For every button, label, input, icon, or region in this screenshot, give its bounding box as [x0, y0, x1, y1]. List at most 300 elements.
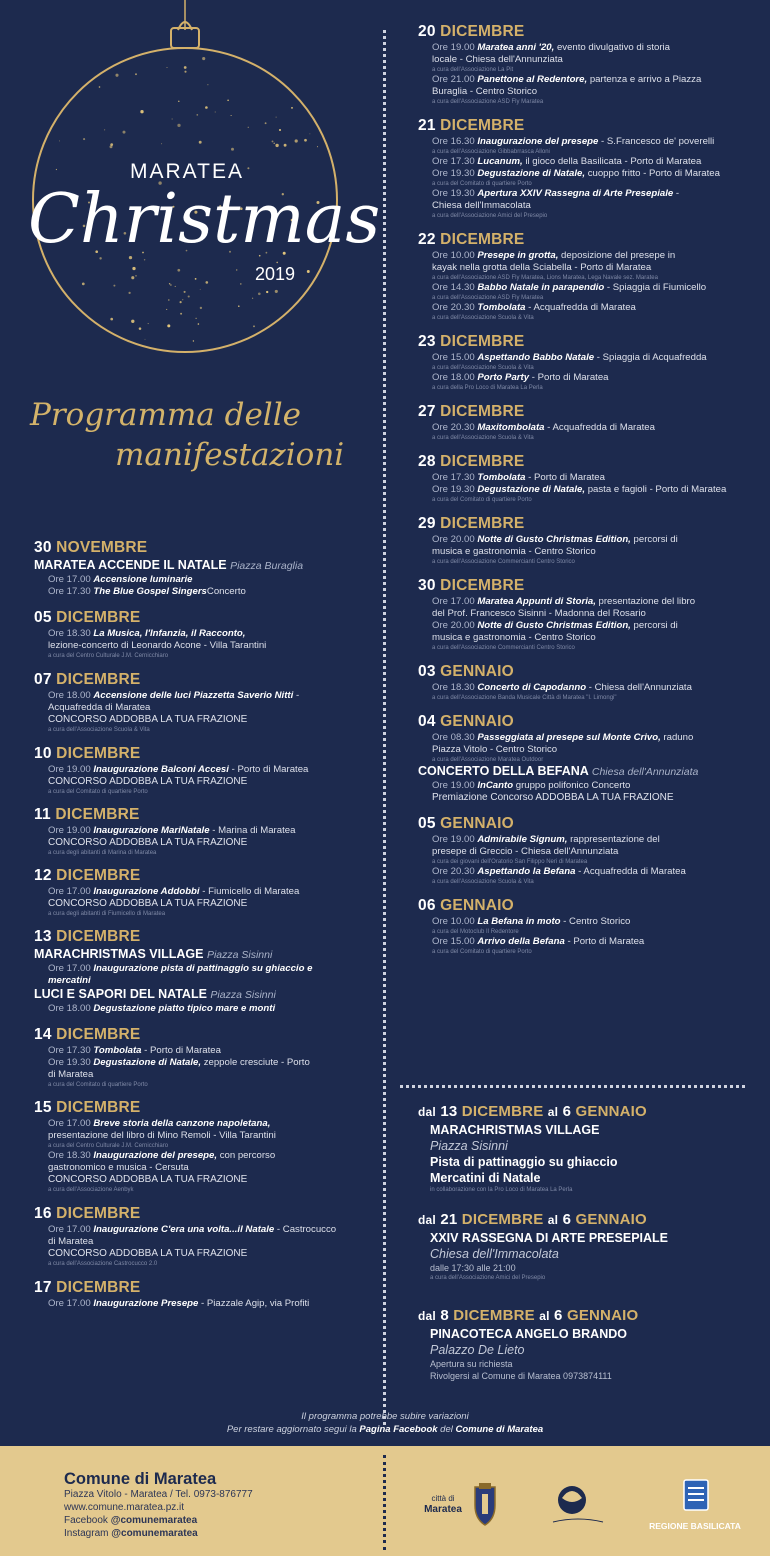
range-line: Palazzo De Lieto: [430, 1343, 525, 1357]
star-dot: [207, 84, 208, 85]
event-title: Accensione luminarie: [93, 574, 193, 585]
facebook-label: Facebook: [64, 1515, 108, 1526]
date-month: DICEMBRE: [56, 867, 141, 884]
star-dot: [170, 284, 172, 286]
event-line: [418, 74, 743, 86]
organizer-note: a cura dell'Associazione ASD Fly Maratea: [432, 99, 544, 105]
date-month: DICEMBRE: [56, 928, 141, 945]
horizontal-divider: [400, 1085, 745, 1088]
program-title-line2: manifestazioni: [115, 437, 345, 473]
date-day: 21: [418, 117, 436, 134]
event-line: [418, 42, 743, 54]
star-dot: [205, 106, 208, 109]
event-title: Presepe in grotta,: [477, 250, 559, 261]
star-dot: [182, 299, 183, 300]
footer-name: Comune di Maratea: [64, 1470, 217, 1488]
event-line: [418, 608, 743, 620]
event-time: Ore 21.00: [432, 74, 475, 85]
event-day-block: [34, 805, 374, 857]
star-dot: [304, 139, 307, 142]
star-dot: [227, 100, 229, 102]
organizer-note: a cura dell'Associazione Commercianti Centro Storico: [432, 645, 575, 651]
event-detail: percorsi di: [630, 534, 678, 545]
organizer-note: a cura dell'Associazione Amici del Presepio: [432, 213, 548, 219]
date-day: 14: [34, 1026, 52, 1043]
facebook-handle[interactable]: @comunemaratea: [110, 1515, 198, 1526]
footer-facebook[interactable]: [64, 1514, 253, 1527]
event-title: Inaugurazione del presepe: [477, 136, 599, 147]
event-time: Ore 17.30: [432, 156, 475, 167]
event-line: [34, 975, 374, 987]
event-title: Inaugurazione C'era una volta...il Natale: [93, 1224, 275, 1235]
event-detail: presepe di Greccio - Chiesa dell'Annunziata: [432, 846, 619, 857]
event-title: Admirabile Signum,: [477, 834, 568, 845]
event-line: [34, 640, 374, 652]
event-line: [418, 422, 743, 434]
date-day: 28: [418, 453, 436, 470]
event-title: Tombolata: [477, 302, 526, 313]
event-line: [418, 250, 743, 262]
event-line: [34, 825, 374, 837]
event-line: [34, 702, 374, 714]
star-dot: [82, 283, 85, 286]
star-dot: [307, 270, 310, 273]
event-title: Apertura XXIV Rassegna di Arte Presepiale: [477, 188, 674, 199]
event-title: Passeggiata al presepe sul Monte Crivo,: [477, 732, 661, 743]
event-line: [418, 834, 743, 846]
event-day-block: [34, 866, 374, 918]
star-dot: [131, 276, 134, 279]
organizer-note: a cura dell'Associazione Scuola & Vita: [432, 879, 534, 885]
star-dot: [265, 122, 267, 124]
organizer-note: a cura degli abitanti di Fiumicello di Maratea: [48, 911, 166, 917]
star-dot: [193, 340, 194, 341]
star-dot: [135, 73, 137, 75]
event-line: [418, 262, 743, 274]
event-detail: - Spiaggia di Acquafredda: [594, 352, 707, 363]
event-line: [418, 54, 743, 66]
range-to-day: 6: [562, 1103, 572, 1120]
contest-line: CONCORSO ADDOBBA LA TUA FRAZIONE: [48, 898, 248, 909]
highlight-event: [418, 764, 743, 780]
instagram-handle[interactable]: @comunemaratea: [111, 1528, 198, 1539]
event-time: Ore 17.00: [48, 1224, 91, 1235]
date-month: DICEMBRE: [440, 403, 525, 420]
event-day-block: [418, 814, 743, 886]
event-line: [34, 574, 374, 586]
star-dot: [199, 141, 202, 144]
event-line: [34, 963, 374, 975]
event-title: Inaugurazione Presepe: [93, 1298, 199, 1309]
star-dot: [273, 143, 274, 144]
range-from-word: dal: [418, 1309, 436, 1323]
highlight-title: LUCI E SAPORI DEL NATALE: [34, 987, 207, 1001]
event-day-block: [34, 927, 374, 1015]
schedule-left-column: [34, 538, 374, 1320]
date-day: 04: [418, 713, 436, 730]
event-date: [418, 22, 743, 42]
event-detail: musica e gastronomia - Centro Storico: [432, 546, 596, 557]
event-detail: kayak nella grotta della Sciabella - Porto di Maratea: [432, 262, 652, 273]
range-to-word: al: [547, 1213, 559, 1227]
contest-line: CONCORSO ADDOBBA LA TUA FRAZIONE: [48, 714, 248, 725]
event-title: Inaugurazione pista di pattinaggio su ghiaccio e: [93, 963, 313, 974]
range-to-month: GENNAIO: [575, 1103, 647, 1120]
date-month: DICEMBRE: [440, 577, 525, 594]
date-day: 05: [418, 815, 436, 832]
event-line: [34, 1003, 374, 1015]
event-title: La Befana in moto: [477, 916, 561, 927]
star-dot: [128, 292, 130, 294]
event-date: [418, 332, 743, 352]
organizer-note: a cura dell'Associazione Scuola & Vita: [432, 435, 534, 441]
event-time: Ore 18.30: [48, 1150, 91, 1161]
star-dot: [275, 144, 278, 147]
event-date: [34, 538, 374, 558]
event-detail: - S.Francesco de' poverelli: [598, 136, 715, 147]
event-line: [418, 732, 743, 744]
star-dot: [131, 320, 134, 323]
event-line: [34, 1298, 374, 1310]
footer-contacts: [64, 1488, 253, 1540]
date-month: DICEMBRE: [56, 745, 141, 762]
date-month: GENNAIO: [440, 897, 514, 914]
event-line: [418, 156, 743, 168]
event-line: [34, 1069, 374, 1081]
christmas-ornament: [0, 0, 380, 380]
event-time: Ore 20.30: [432, 302, 475, 313]
star-dot: [275, 290, 278, 293]
event-day-block: [418, 896, 743, 956]
event-line: [418, 744, 743, 756]
event-day-block: [34, 608, 374, 660]
star-dot: [148, 323, 149, 324]
range-to-month: GENNAIO: [566, 1307, 639, 1324]
date-month: DICEMBRE: [440, 117, 525, 134]
event-time: Ore 17.00: [48, 574, 91, 585]
event-date: [34, 670, 374, 690]
event-detail: - Chiesa dell'Annunziata: [586, 682, 692, 693]
event-line: [418, 596, 743, 608]
event-detail: presentazione del libro: [595, 596, 696, 607]
star-dot: [252, 298, 253, 299]
star-dot: [180, 313, 182, 315]
event-detail: - Centro Storico: [560, 916, 631, 927]
event-time: Ore 19.00: [48, 764, 91, 775]
footer-instagram[interactable]: [64, 1527, 253, 1540]
date-day: 12: [34, 867, 52, 884]
organizer-note: a cura del Centro Culturale J.M. Cernicchiaro: [48, 653, 169, 659]
organizer-note: a cura dell'Associazione Scuola & Vita: [432, 315, 534, 321]
event-title: Aspettando la Befana: [477, 866, 576, 877]
event-time: Ore 19.30: [48, 1057, 91, 1068]
star-dot: [198, 323, 200, 325]
event-day-block: [418, 116, 743, 220]
star-dot: [184, 71, 186, 73]
event-detail: Chiesa dell'Immacolata: [432, 200, 531, 211]
footer-address: Piazza Vitolo - Maratea / Tel. 0973-876777: [64, 1489, 253, 1500]
event-title: La Musica, l'Infanzia, il Racconto,: [93, 628, 246, 639]
date-month: DICEMBRE: [440, 231, 525, 248]
event-time: Ore 17.30: [48, 586, 91, 597]
event-date: [418, 402, 743, 422]
event-line: [418, 188, 743, 200]
organizer-note: a cura dell'Associazione Scuola & Vita: [432, 365, 534, 371]
notice-line1: Il programma potrebbe subire variazioni: [301, 1411, 469, 1422]
star-dot: [310, 134, 311, 135]
star-dot: [104, 129, 105, 130]
star-dot: [172, 119, 173, 120]
maratea-logo-icon: [548, 1478, 608, 1528]
event-title: Degustazione di Natale,: [477, 168, 586, 179]
star-dot: [236, 269, 237, 270]
event-line: [418, 136, 743, 148]
date-day: 22: [418, 231, 436, 248]
date-day: 11: [34, 806, 51, 823]
star-dot: [123, 131, 126, 134]
range-line: Mercatini di Natale: [430, 1171, 541, 1185]
event-line: [34, 1118, 374, 1130]
star-dot: [140, 110, 143, 113]
event-detail: - Acquafredda di Maratea: [525, 302, 636, 313]
event-detail: - Porto di Maratea: [228, 764, 309, 775]
footer-divider: [383, 1455, 386, 1550]
organizer-note: a cura degli abitanti di Marina di Maratea: [48, 850, 157, 856]
event-time: Ore 18.30: [432, 682, 475, 693]
logo-citta-di-maratea: [413, 1482, 503, 1532]
event-date: [34, 608, 374, 628]
date-day: 05: [34, 609, 52, 626]
organizer-note: a cura del Comitato di quartiere Porto: [432, 949, 532, 955]
event-time: Ore 19.30: [432, 484, 475, 495]
event-day-block: [418, 576, 743, 652]
star-dot: [145, 339, 146, 340]
event-title: Inaugurazione MariNatale: [93, 825, 210, 836]
event-time: Ore 20.30: [432, 866, 475, 877]
organizer-note: a cura del Comitato di quartiere Porto: [48, 789, 148, 795]
event-title: Inaugurazione Balconi Accesi: [93, 764, 229, 775]
schedule-right-list: [418, 22, 743, 956]
date-day: 16: [34, 1205, 52, 1222]
range-line: dalle 17:30 alle 21:00: [430, 1263, 516, 1273]
date-day: 13: [34, 928, 52, 945]
event-title: Tombolata: [93, 1045, 142, 1056]
star-dot: [276, 117, 277, 118]
event-detail: locale - Chiesa dell'Annunziata: [432, 54, 563, 65]
highlight-place: Piazza Sisinni: [210, 989, 276, 1001]
date-month: DICEMBRE: [56, 1279, 141, 1296]
event-detail: cuoppo fritto - Porto di Maratea: [585, 168, 720, 179]
event-day-block: [418, 662, 743, 702]
event-detail: - Spiaggia di Fiumicello: [604, 282, 707, 293]
event-line: [418, 620, 743, 632]
event-line: [34, 1162, 374, 1174]
star-dot: [178, 101, 179, 102]
event-time: Ore 17.00: [48, 1298, 91, 1309]
contest-line: CONCORSO ADDOBBA LA TUA FRAZIONE: [48, 837, 248, 848]
organizer-note: a cura dell'Associazione Scuola & Vita: [48, 727, 150, 733]
date-day: 06: [418, 897, 436, 914]
event-title: Inaugurazione del presepe,: [93, 1150, 218, 1161]
event-day-block: [418, 452, 743, 504]
range-from-month: DICEMBRE: [461, 1211, 544, 1228]
range-line: Pista di pattinaggio su ghiaccio: [430, 1155, 618, 1169]
range-from-word: dal: [418, 1105, 436, 1119]
date-month: DICEMBRE: [56, 609, 141, 626]
star-dot: [231, 115, 232, 116]
highlight-title: MARACHRISTMAS VILLAGE: [34, 947, 204, 961]
event-title: Degustazione di Natale,: [93, 1057, 202, 1068]
date-month: NOVEMBRE: [56, 539, 148, 556]
range-from-day: 8: [440, 1307, 449, 1324]
event-time: Ore 14.30: [432, 282, 475, 293]
schedule-right-column: [418, 22, 743, 1381]
event-line: [418, 200, 743, 212]
organizer-note: a cura dei giovani dell'Oratorio San Filippo Neri di Maratea: [432, 859, 588, 865]
event-line: [418, 846, 743, 858]
contest-line: Premiazione Concorso ADDOBBA LA TUA FRAZIONE: [432, 792, 674, 803]
event-time: Ore 15.00: [432, 936, 475, 947]
date-day: 27: [418, 403, 436, 420]
organizer-note: a cura del Motoclub Il Redentore: [432, 929, 519, 935]
event-detail: - Castrocucco: [274, 1224, 337, 1235]
event-title: InCanto: [477, 780, 514, 791]
star-dot: [110, 145, 113, 148]
event-time: Ore 19.30: [432, 168, 475, 179]
event-date: [418, 814, 743, 834]
event-detail: di Maratea: [48, 1236, 94, 1247]
date-day: 15: [34, 1099, 52, 1116]
date-day: 17: [34, 1279, 52, 1296]
contest-line: CONCORSO ADDOBBA LA TUA FRAZIONE: [48, 1248, 248, 1259]
event-line: [418, 546, 743, 558]
event-time: Ore 19.00: [432, 42, 475, 53]
event-day-block: [34, 744, 374, 796]
date-day: 30: [418, 577, 436, 594]
event-day-block: [34, 1204, 374, 1268]
event-title: Aspettando Babbo Natale: [477, 352, 595, 363]
event-time: Ore 17.30: [432, 472, 475, 483]
event-detail: deposizione del presepe in: [558, 250, 676, 261]
range-from-day: 13: [440, 1103, 458, 1120]
date-month: GENNAIO: [440, 713, 514, 730]
event-detail: Concerto: [206, 586, 246, 597]
event-day-block: [418, 22, 743, 106]
event-detail: -: [673, 188, 680, 199]
event-detail: - Porto di Maratea: [141, 1045, 221, 1056]
event-time: Ore 20.00: [432, 620, 475, 631]
range-line: in collaborazione con la Pro Loco di Maratea La Perla: [430, 1187, 573, 1193]
event-date: [418, 662, 743, 682]
event-title: Notte di Gusto Christmas Edition,: [477, 534, 631, 545]
logo-regione-basilicata: [640, 1476, 750, 1531]
program-title-line1: Programma delle: [30, 397, 301, 433]
event-time: Ore 17.00: [432, 596, 475, 607]
date-month: DICEMBRE: [440, 515, 525, 532]
event-time: Ore 10.00: [432, 250, 475, 261]
event-title: Porto Party: [477, 372, 530, 383]
event-day-block: [418, 402, 743, 442]
brand-script: Christmas: [28, 180, 380, 259]
event-time: Ore 20.30: [432, 422, 475, 433]
star-dot: [110, 318, 113, 321]
range-line: MARACHRISTMAS VILLAGE: [430, 1123, 600, 1137]
star-dot: [279, 129, 281, 131]
star-dot: [247, 167, 249, 169]
highlight-event: [34, 947, 374, 963]
star-dot: [132, 267, 135, 270]
brand-year: 2019: [255, 264, 296, 284]
event-day-block: [34, 670, 374, 734]
highlight-place: Chiesa dell'Annunziata: [591, 766, 699, 778]
range-to-month: GENNAIO: [575, 1211, 647, 1228]
event-detail: di Maratea: [48, 1069, 94, 1080]
event-detail: gruppo polifonico Concerto: [513, 780, 631, 791]
range-line: Chiesa dell'Immacolata: [430, 1247, 559, 1261]
event-line: [34, 628, 374, 640]
event-title: Degustazione piatto tipico mare e monti: [93, 1003, 276, 1014]
organizer-note: a cura dell'Associazione Banda Musicale Città di Maratea "I. Limongi": [432, 695, 617, 701]
event-line: [418, 86, 743, 98]
date-month: DICEMBRE: [56, 1099, 141, 1116]
event-line: [418, 352, 743, 364]
star-dot: [266, 291, 268, 293]
star-dot: [248, 127, 249, 128]
star-dot: [184, 291, 186, 293]
event-title: Maratea anni '20,: [477, 42, 555, 53]
star-dot: [215, 111, 216, 112]
event-time: Ore 17.00: [48, 963, 91, 974]
event-detail: raduno: [660, 732, 694, 743]
star-dot: [175, 286, 176, 287]
range-from-month: DICEMBRE: [453, 1307, 535, 1324]
event-time: Ore 19.30: [432, 188, 475, 199]
event-date: [418, 514, 743, 534]
event-detail: con percorso: [217, 1150, 276, 1161]
star-dot: [276, 262, 278, 264]
organizer-note: a cura dell'Associazione Aenbyk: [48, 1187, 134, 1193]
event-title: Panettone al Redentore,: [477, 74, 588, 85]
highlight-place: Piazza Buraglia: [230, 560, 304, 572]
star-dot: [231, 148, 234, 151]
date-month: DICEMBRE: [440, 333, 525, 350]
event-detail: il gioco della Basilicata - Porto di Maratea: [522, 156, 702, 167]
event-title: Tombolata: [477, 472, 526, 483]
range-line: a cura dell'Associazione Amici del Presepio: [430, 1275, 546, 1281]
facebook-page-link[interactable]: Pagina Facebook: [359, 1424, 438, 1435]
regione-shield-icon: [640, 1476, 750, 1516]
star-dot: [291, 107, 293, 109]
star-dot: [167, 67, 168, 68]
footer-website[interactable]: www.comune.maratea.pz.it: [64, 1502, 185, 1513]
highlight-title: MARATEA ACCENDE IL NATALE: [34, 558, 227, 572]
range-from-month: DICEMBRE: [461, 1103, 544, 1120]
date-day: 03: [418, 663, 436, 680]
date-month: DICEMBRE: [56, 1026, 141, 1043]
star-dot: [240, 283, 242, 285]
event-date: [34, 1025, 374, 1045]
contest-line: CONCORSO ADDOBBA LA TUA FRAZIONE: [48, 1174, 248, 1185]
event-date: [34, 927, 374, 947]
event-line: [418, 302, 743, 314]
date-day: 30: [34, 539, 52, 556]
event-date: [34, 805, 374, 825]
notice-text: Per restare aggiornato segui la: [226, 1424, 360, 1435]
range-line: Apertura su richiesta: [430, 1359, 513, 1369]
event-detail: gastronomico e musica - Cersuta: [48, 1162, 189, 1173]
event-detail: - Acquafredda di Maratea: [575, 866, 686, 877]
event-line: [418, 682, 743, 694]
